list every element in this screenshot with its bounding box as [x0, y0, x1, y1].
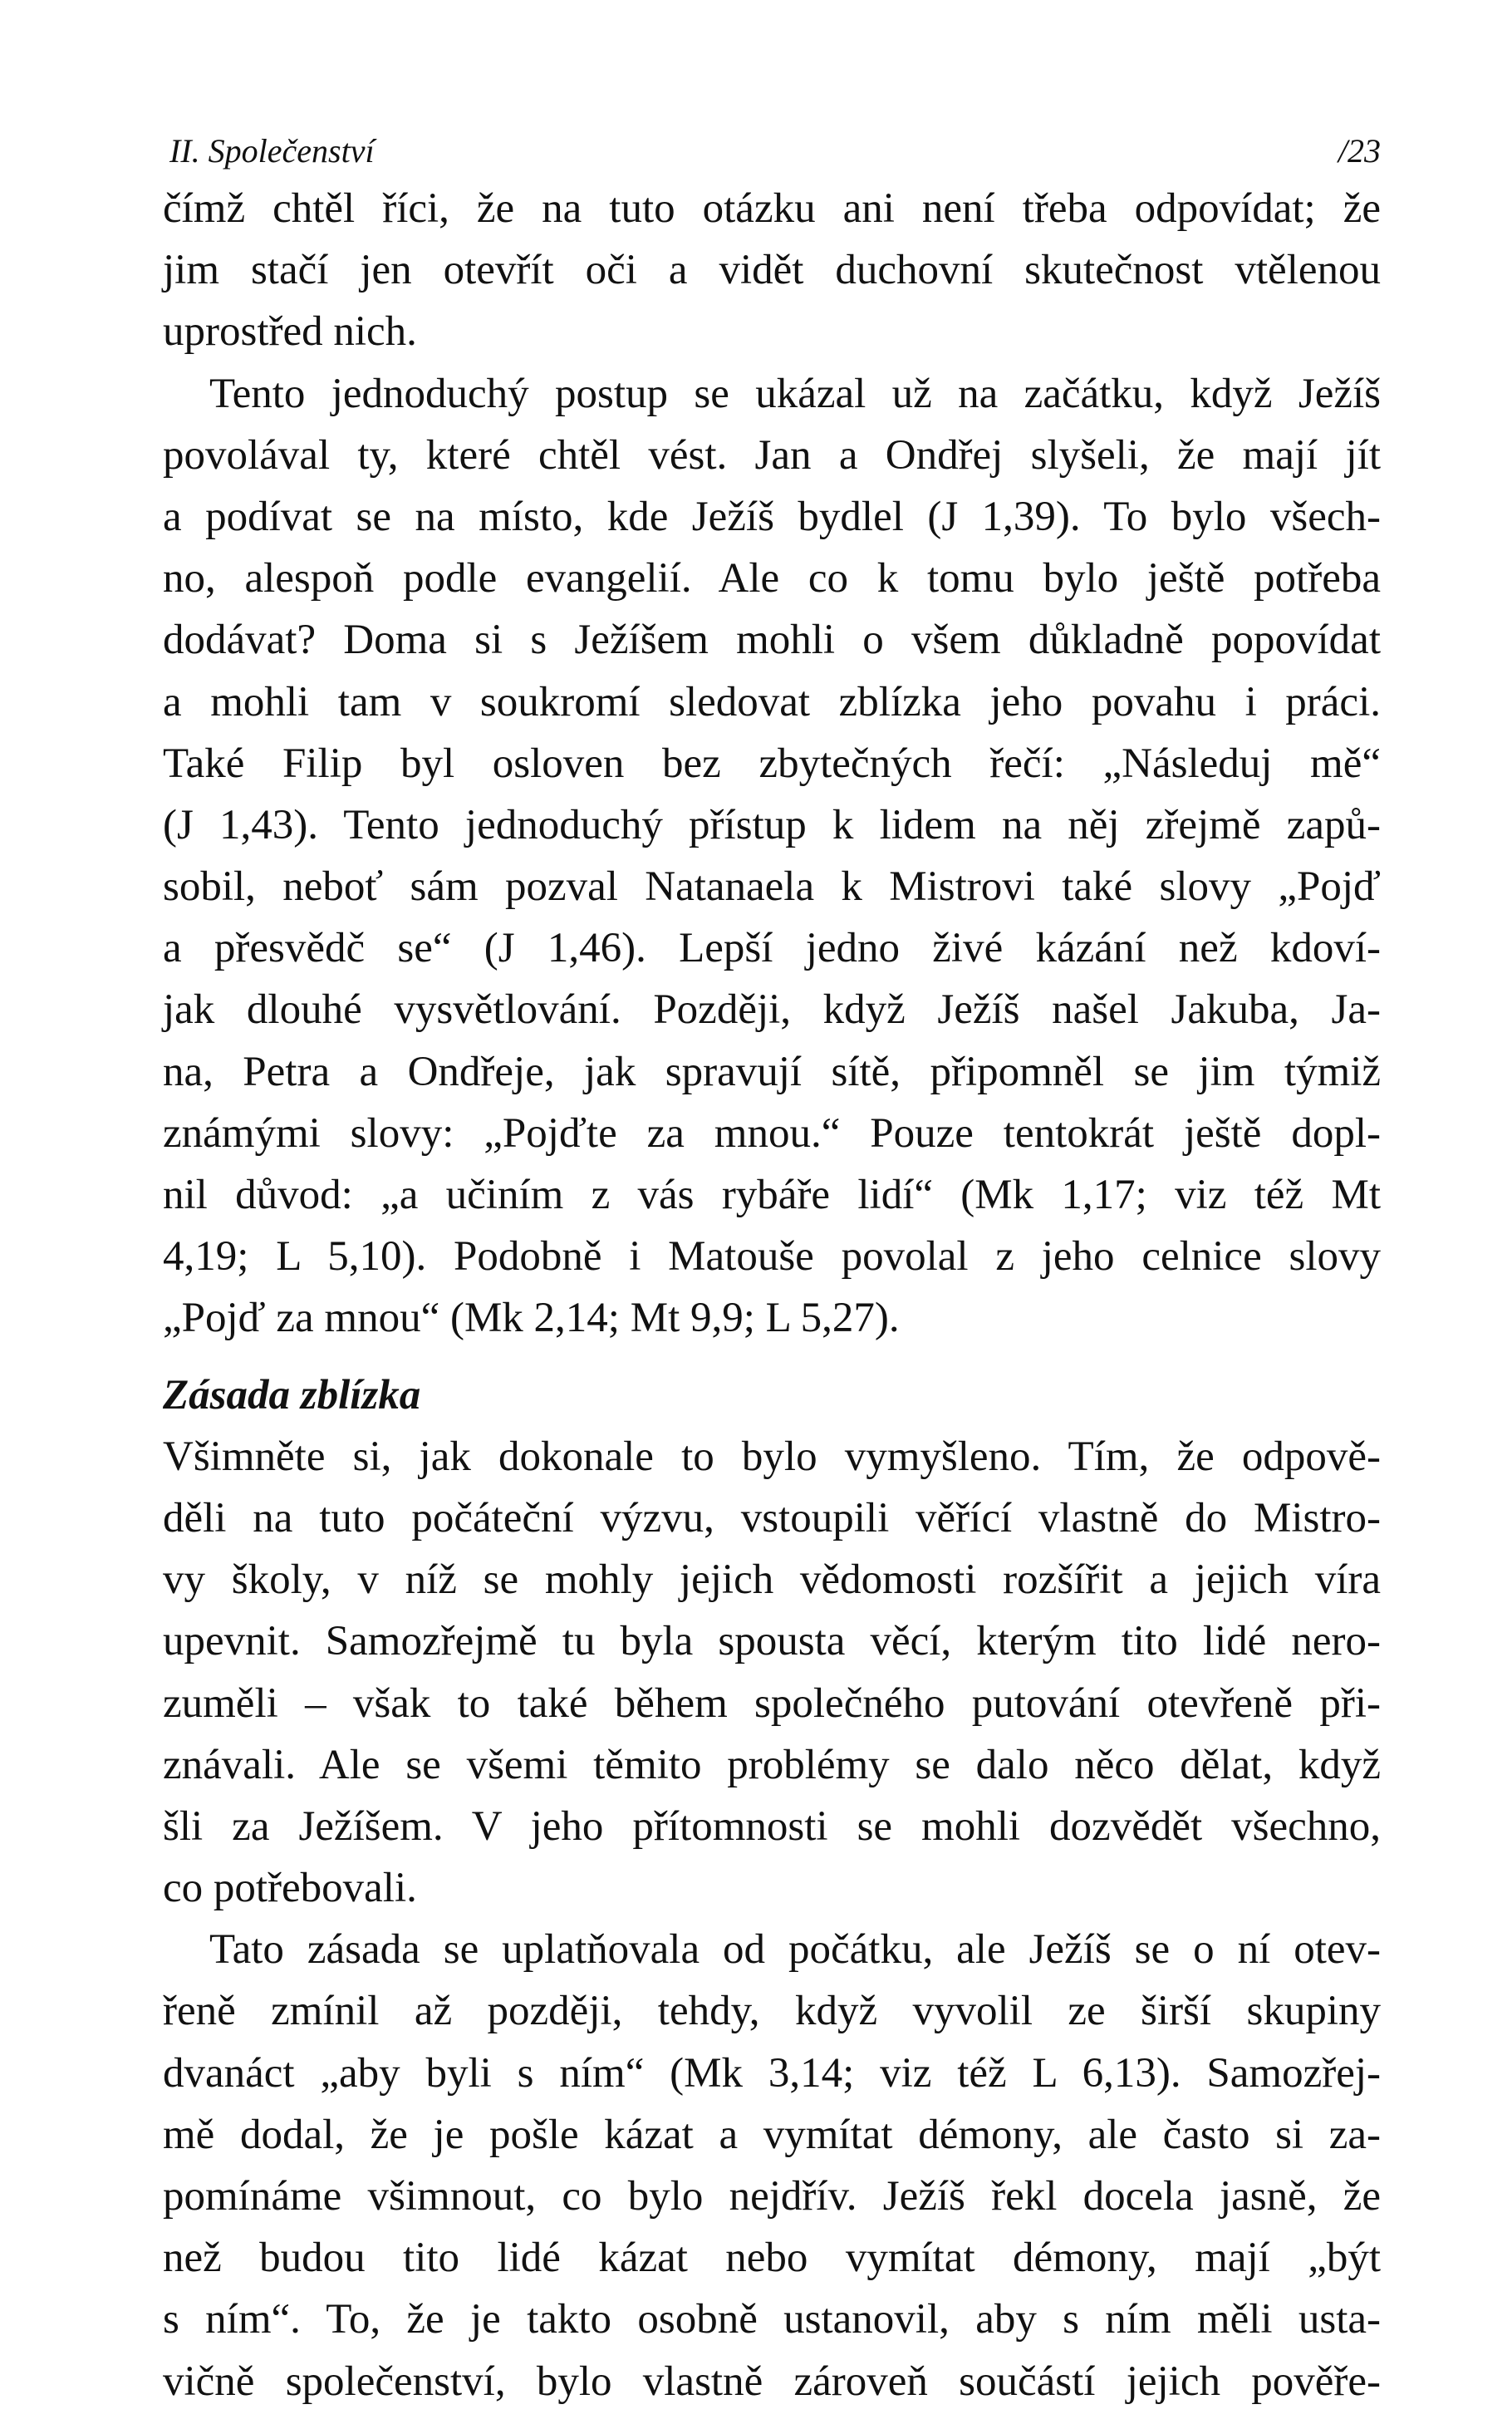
text-line: děli na tuto počáteční výzvu, vstoupili věřící vlastně do Mistro- — [163, 1494, 1381, 1541]
text-line: vy školy, v níž se mohly jejich vědomosti rozšířit a jejich víra — [163, 1556, 1381, 1604]
paragraph-1 — [163, 178, 1381, 363]
text-line: jak dlouhé vysvětlování. Později, když Ježíš našel Jakuba, Ja- — [163, 986, 1381, 1034]
text-line: Tato zásada se uplatňovala od počátku, ale Ježíš se o ní otev- — [209, 1926, 1381, 1974]
paragraph-2 — [163, 363, 1381, 1350]
text-line: mě dodal, že je pošle kázat a vymítat démony, ale často si za- — [163, 2111, 1381, 2158]
text-line: „Pojď za mnou“ (Mk 2,14; Mt 9,9; L 5,27). — [163, 1295, 900, 1342]
text-line: dodávat? Doma si s Ježíšem mohli o všem důkladně popovídat — [163, 617, 1381, 664]
text-line: nil důvod: „a učiním z vás rybáře lidí“ (Mk 1,17; viz též Mt — [163, 1172, 1381, 1218]
text-line: uprostřed nich. — [163, 308, 417, 356]
text-line: šli za Ježíšem. V jeho přítomnosti se mohli dozvědět všechno, — [163, 1802, 1381, 1850]
text-line: zuměli – však to také během společného putování otevřeně při- — [163, 1679, 1381, 1727]
text-line: s ním“. To, že je takto osobně ustanovil, aby s ním měli usta- — [163, 2296, 1381, 2343]
text-line: a podívat se na místo, kde Ježíš bydlel (J 1,39). To bylo všech- — [163, 493, 1381, 540]
text-line: a mohli tam v soukromí sledovat zblízka jeho povahu i práci. — [163, 678, 1381, 725]
text-line: Tento jednoduchý postup se ukázal už na začátku, když Ježíš — [209, 370, 1381, 417]
text-line: Také Filip byl osloven bez zbytečných řečí: „Následuj mě“ — [163, 740, 1381, 787]
text-line: upevnit. Samozřejmě tu byla spousta věcí, kterým tito lidé nero- — [163, 1618, 1381, 1665]
section-heading: Zásada zblízka — [163, 1371, 421, 1419]
text-line: 4,19; L 5,10). Podobně i Matouše povolal z jeho celnice slovy — [163, 1233, 1381, 1281]
text-line: znávali. Ale se všemi těmito problémy se dalo něco dělat, když — [163, 1741, 1381, 1788]
text-line: dvanáct „aby byli s ním“ (Mk 3,14; viz též L 6,13). Samozřej- — [163, 2049, 1381, 2097]
paragraph-3 — [163, 1426, 1381, 1920]
text-line: než budou tito lidé kázat nebo vymítat démony, mají „být — [163, 2235, 1381, 2282]
paragraph-4 — [163, 1919, 1381, 2412]
text-line: a přesvědč se“ (J 1,46). Lepší jedno živé kázání než kdoví- — [163, 925, 1381, 972]
text-line: na, Petra a Ondřeje, jak spravují sítě, připomněl se jim týmiž — [163, 1048, 1381, 1095]
text-line: co potřebovali. — [163, 1865, 417, 1912]
text-line: čímž chtěl říci, že na tuto otázku ani není třeba odpovídat; že — [163, 185, 1381, 232]
text-line: sobil, neboť sám pozval Natanaela k Mistrovi také slovy „Pojď — [163, 863, 1381, 911]
text-line: pomínáme všimnout, co bylo nejdřív. Ježíš řekl docela jasně, že — [163, 2173, 1381, 2220]
text-line: Všimněte si, jak dokonale to bylo vymyšleno. Tím, že odpově- — [163, 1433, 1381, 1480]
text-line: vičně společenství, bylo vlastně zároveň součástí jejich pověře- — [163, 2358, 1381, 2405]
running-head — [163, 125, 1381, 178]
text-line: jim stačí jen otevřít oči a vidět duchovní skutečnost vtělenou — [163, 247, 1381, 294]
text-line: (J 1,43). Tento jednoduchý přístup k lidem na něj zřejmě zapů- — [163, 801, 1381, 848]
text-line: řeně zmínil až později, tehdy, když vyvolil ze širší skupiny — [163, 1988, 1381, 2035]
chapter-title: II. Společenství — [169, 132, 375, 170]
page-number: /23 — [1338, 132, 1381, 170]
book-page — [163, 125, 1381, 2412]
text-line: povolával ty, které chtěl vést. Jan a Ondřej slyšeli, že mají jít — [163, 431, 1381, 479]
text-line: známými slovy: „Pojďte za mnou.“ Pouze tentokrát ještě dopl- — [163, 1109, 1381, 1157]
text-line: no, alespoň podle evangelií. Ale co k tomu bylo ještě potřeba — [163, 555, 1381, 602]
